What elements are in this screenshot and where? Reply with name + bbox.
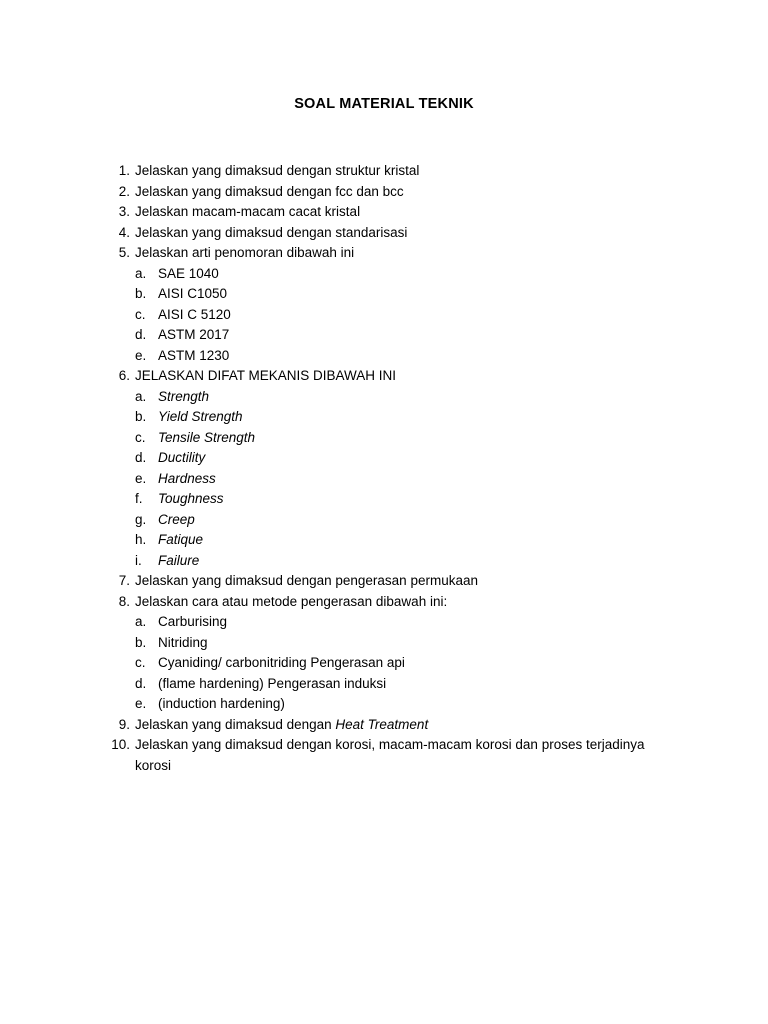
sub-item-text: ASTM 1230 — [158, 347, 230, 363]
sub-item-text: Yield Strength — [158, 409, 243, 424]
sub-item-letter: b. — [135, 409, 147, 424]
item-text: JELASKAN DIFAT MEKANIS DIBAWAH INI — [135, 368, 397, 383]
item-text: Jelaskan yang dimaksud dengan korosi, macam-macam korosi dan proses terjadinya — [135, 737, 645, 752]
item-number: 7. — [118, 573, 130, 588]
item-text-italic: Heat Treatment — [335, 716, 429, 732]
sub-item-letter: a. — [135, 265, 147, 281]
sub-item-text: Failure — [158, 552, 200, 568]
sub-item-text: (induction hardening) — [158, 696, 285, 711]
sub-item — [0, 510, 768, 531]
item-text: Jelaskan arti penomoran dibawah ini — [135, 245, 355, 260]
list-item — [0, 715, 768, 736]
sub-item-text: Fatique — [158, 532, 204, 547]
sub-item-letter: f. — [135, 491, 143, 506]
item-number: 1. — [118, 163, 130, 178]
sub-item — [0, 612, 768, 633]
sub-item-letter: d. — [135, 450, 147, 465]
list-item — [0, 735, 768, 756]
sub-item-letter: h. — [135, 532, 147, 547]
list-item — [0, 182, 768, 203]
sub-item-text: Hardness — [158, 470, 216, 486]
sub-item-letter: e. — [135, 696, 147, 711]
sub-item-letter: e. — [135, 470, 147, 486]
sub-item-text: AISI C1050 — [158, 286, 228, 301]
sub-item-text: SAE 1040 — [158, 265, 219, 281]
item-number: 3. — [118, 204, 130, 219]
item-text: Jelaskan yang dimaksud dengan fcc dan bcc — [135, 183, 404, 199]
sub-item-letter: a. — [135, 614, 147, 629]
sub-item-letter: c. — [135, 306, 146, 322]
sub-item-text: Cyaniding/ carbonitriding Pengerasan api — [158, 655, 405, 670]
sub-item — [0, 489, 768, 510]
item-number: 5. — [118, 245, 130, 260]
sub-item — [0, 387, 768, 408]
list-item — [0, 161, 768, 182]
sub-item — [0, 325, 768, 346]
sub-item-letter: b. — [135, 634, 147, 650]
sub-item — [0, 305, 768, 326]
sub-item — [0, 469, 768, 490]
item-text-continuation: korosi — [135, 757, 172, 773]
question-list — [0, 161, 768, 776]
sub-item-text: Toughness — [158, 491, 224, 506]
sub-item — [0, 633, 768, 654]
sub-item — [0, 551, 768, 572]
item-text: Jelaskan yang dimaksud dengan struktur kristal — [135, 163, 420, 178]
item-text: Jelaskan yang dimaksud dengan — [135, 716, 332, 732]
item-number: 6. — [118, 368, 130, 383]
sub-item — [0, 653, 768, 674]
list-item — [0, 571, 768, 592]
sub-item — [0, 530, 768, 551]
sub-item-letter: e. — [135, 347, 147, 363]
sub-item-letter: d. — [135, 675, 147, 691]
sub-item-text: AISI C 5120 — [158, 306, 231, 322]
item-text: Jelaskan macam-macam cacat kristal — [135, 204, 361, 219]
item-number: 8. — [118, 593, 130, 609]
sub-item-text: ASTM 2017 — [158, 327, 230, 342]
sub-item-letter: c. — [135, 655, 146, 670]
list-item — [0, 202, 768, 223]
sub-item-letter: d. — [135, 327, 147, 342]
sub-item-letter: i. — [135, 552, 142, 568]
sub-item-text: (flame hardening) Pengerasan induksi — [158, 675, 387, 691]
sub-item-text: Strength — [158, 388, 210, 404]
list-item-continuation — [0, 756, 768, 777]
sub-item — [0, 674, 768, 695]
item-number: 2. — [118, 183, 130, 199]
sub-item-letter: b. — [135, 286, 147, 301]
item-text: Jelaskan yang dimaksud dengan standarisasi — [135, 224, 408, 240]
item-text: Jelaskan yang dimaksud dengan pengerasan permukaan — [135, 573, 478, 588]
item-number: 10. — [111, 737, 130, 752]
sub-item-letter: a. — [135, 388, 147, 404]
sub-item-letter: g. — [135, 511, 147, 527]
item-number: 9. — [118, 716, 130, 732]
list-item — [0, 223, 768, 244]
list-item — [0, 592, 768, 613]
sub-item-text: Nitriding — [158, 634, 208, 650]
sub-item — [0, 407, 768, 428]
sub-item-letter: c. — [135, 429, 146, 445]
sub-item-text: Tensile Strength — [158, 429, 256, 445]
list-item — [0, 366, 768, 387]
sub-item — [0, 264, 768, 285]
item-number: 4. — [118, 224, 130, 240]
sub-item-text: Ductility — [158, 450, 206, 465]
sub-item-text: Carburising — [158, 614, 228, 629]
sub-item — [0, 346, 768, 367]
item-text: Jelaskan cara atau metode pengerasan dibawah ini: — [135, 593, 448, 609]
page-title: SOAL MATERIAL TEKNIK — [294, 96, 474, 112]
sub-item — [0, 694, 768, 715]
list-item — [0, 243, 768, 264]
sub-item — [0, 284, 768, 305]
sub-item — [0, 448, 768, 469]
sub-item-text: Creep — [158, 511, 195, 527]
sub-item — [0, 428, 768, 449]
